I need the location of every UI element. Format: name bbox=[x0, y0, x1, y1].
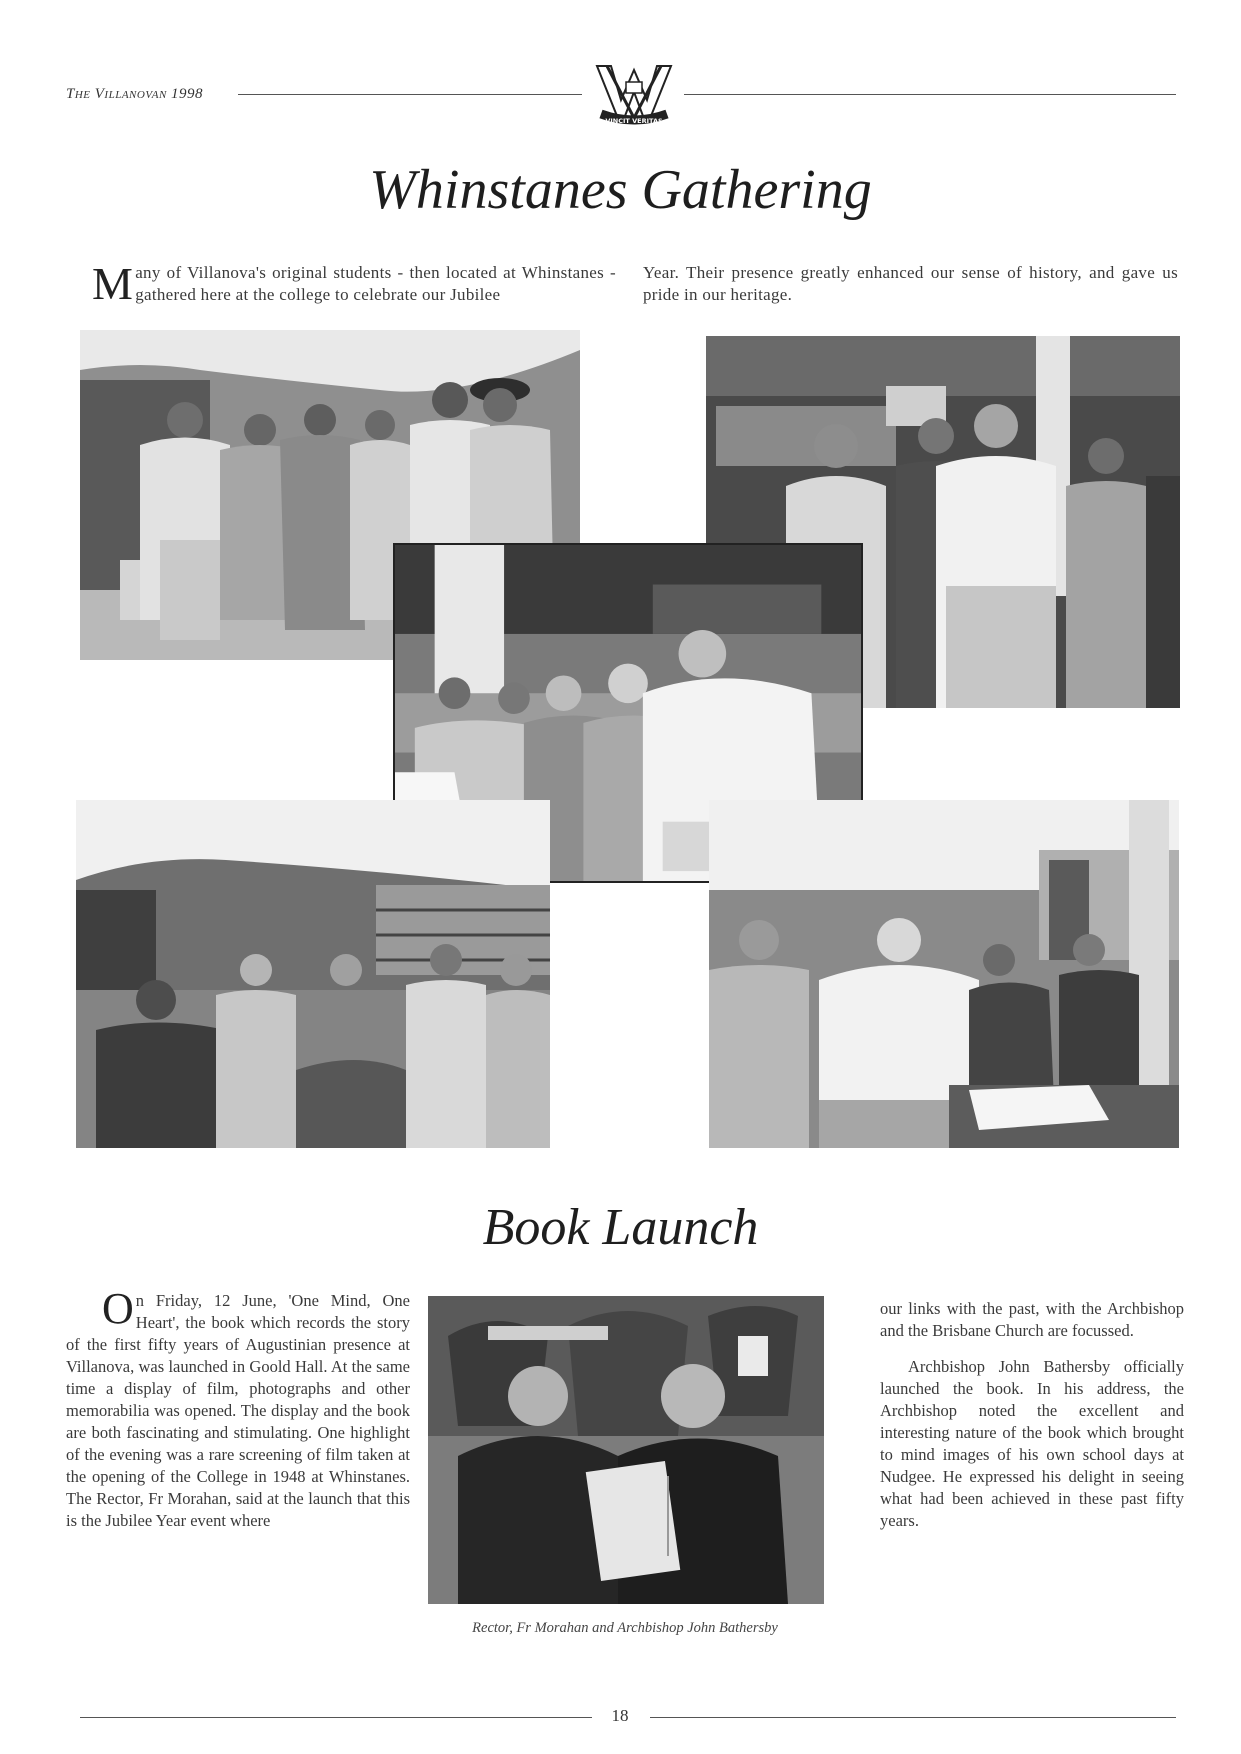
publication-header bbox=[66, 86, 203, 103]
book-launch-left-text: n Friday, 12 June, 'One Mind, One Heart', the book which records the story of the first fifty years of Augustinian presence at Villanova, was launched in Goold Hall. At the same time a display of film, photographs and other memorabilia was opened. The display and the book are both fascinating and stimulating. One highlight of the evening was a rare screening of film taken at the opening of the College in 1948 at Whinstanes. The Rector, Fr Morahan, said at the launch that this is the Jubilee Year event where bbox=[66, 1291, 410, 1530]
book-launch-title: Book Launch bbox=[482, 1199, 759, 1256]
book-launch-right-paragraph-2: Archbishop John Bathersby officially launched the book. In his address, the Archbishop noted the excellent and interesting nature of the book which brought to mind images of his own school days at Nudgee. He expressed his delight in seeing what had been achieved in these past fifty years. bbox=[880, 1357, 1184, 1530]
page-number: 18 bbox=[611, 1706, 629, 1725]
intro-right-text: Year. Their presence greatly enhanced our sense of history, and gave us pride in our heritage. bbox=[643, 263, 1178, 304]
intro-left-column bbox=[66, 258, 616, 309]
header-rule-left bbox=[238, 94, 582, 95]
publication-year: 1998 bbox=[171, 86, 204, 102]
college-logo bbox=[591, 62, 677, 126]
footer-rule-right bbox=[650, 1717, 1176, 1718]
footer-rule-left bbox=[80, 1717, 592, 1718]
whinstanes-gathering-title: Whinstanes Gathering bbox=[369, 159, 872, 221]
photo-signing-book bbox=[709, 800, 1179, 1148]
intro-drop-cap: M bbox=[92, 258, 134, 309]
book-launch-left-column bbox=[66, 1284, 410, 1532]
book-launch-right-paragraph-1: our links with the past, with the Archbishop and the Brisbane Church are focussed. bbox=[880, 1299, 1184, 1340]
publication-name: The Villanovan bbox=[66, 86, 167, 102]
book-launch-right-column bbox=[880, 1298, 1184, 1546]
photo-crowd-canopy bbox=[76, 800, 550, 1148]
photo-rector-archbishop bbox=[428, 1296, 824, 1604]
intro-left-text: any of Villanova's original students - then located at Whinstanes - gathered here at the college to celebrate our Jubilee bbox=[135, 263, 616, 304]
header-rule-right bbox=[684, 94, 1176, 95]
photo-caption: Rector, Fr Morahan and Archbishop John Bathersby bbox=[472, 1620, 778, 1636]
logo-motto: VINCIT VERITAS bbox=[605, 117, 663, 125]
book-launch-drop-cap: O bbox=[102, 1284, 134, 1333]
